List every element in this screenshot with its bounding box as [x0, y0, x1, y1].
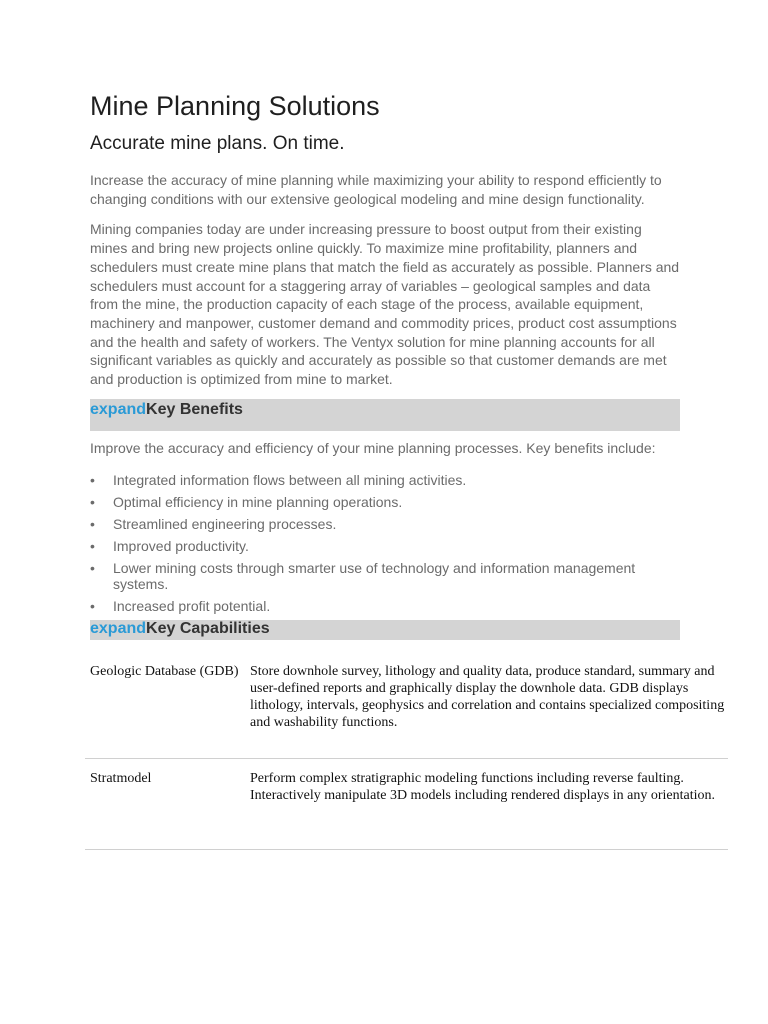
- bullet-icon: •: [90, 494, 95, 511]
- table-row: [85, 655, 728, 759]
- benefits-list: [90, 472, 680, 614]
- benefits-intro: Improve the accuracy and efficiency of your mine planning processes. Key benefits include:: [90, 439, 656, 456]
- intro-paragraph: Increase the accuracy of mine planning while maximizing your ability to respond efficiently to changing conditions with our extensive geological modeling and mine design functionality.: [90, 172, 662, 207]
- list-item: • Streamlined engineering processes.: [90, 516, 337, 533]
- table-row: [85, 759, 728, 850]
- bullet-icon: •: [90, 538, 95, 555]
- expand-capabilities-link[interactable]: expand: [90, 620, 147, 638]
- key-capabilities-header[interactable]: [90, 620, 680, 640]
- document-page: [90, 88, 680, 640]
- bullet-icon: •: [90, 598, 95, 615]
- key-capabilities-heading: Key Capabilities: [146, 620, 270, 638]
- body-paragraph: Mining companies today are under increasing pressure to boost output from their existing mines and bring new projects online quickly. To maximize mine profitability, planners and schedulers must create mine plans that match the field as accurately as possible. Planners and schedulers must account for a staggering array of variables – geological samples and data from the mine, the production capacity of each stage of the process, available equipment, machinery and manpower, customer demand and commodity prices, product cost assumptions and the health and safety of workers. The Ventyx solution for mine planning accounts for all significant variables as quickly and accurately as possible so that customer demands are met and production is optimized from mine to market.: [90, 221, 680, 388]
- list-item: • Integrated information flows between all mining activities.: [90, 472, 467, 489]
- bullet-icon: •: [90, 472, 95, 489]
- list-item: • Lower mining costs through smarter use of technology and information management systems.: [90, 560, 636, 593]
- key-benefits-heading: Key Benefits: [146, 400, 243, 418]
- page-title: Mine Planning Solutions: [90, 91, 380, 121]
- capability-description: Store downhole survey, lithology and quality data, produce standard, summary and user-defined reports and graphically display the downhole data. GDB displays lithology, intervals, geophysics and correlation and contains specialized compositing and washability functions.: [250, 664, 725, 730]
- page-subtitle: Accurate mine plans. On time.: [90, 133, 345, 154]
- capability-name: Geologic Database (GDB): [90, 664, 239, 679]
- capability-name: Stratmodel: [90, 771, 152, 786]
- list-item: • Optimal efficiency in mine planning operations.: [90, 494, 403, 511]
- capabilities-table: [85, 655, 728, 850]
- list-item: • Increased profit potential.: [90, 598, 271, 615]
- bullet-icon: •: [90, 516, 95, 533]
- bullet-icon: •: [90, 560, 95, 577]
- capability-description: Perform complex stratigraphic modeling functions including reverse faulting. Interactively manipulate 3D models including rendered displays in any orientation.: [250, 771, 715, 803]
- expand-benefits-link[interactable]: expand: [90, 400, 147, 418]
- list-item: • Improved productivity.: [90, 538, 249, 555]
- key-benefits-header[interactable]: [90, 399, 680, 431]
